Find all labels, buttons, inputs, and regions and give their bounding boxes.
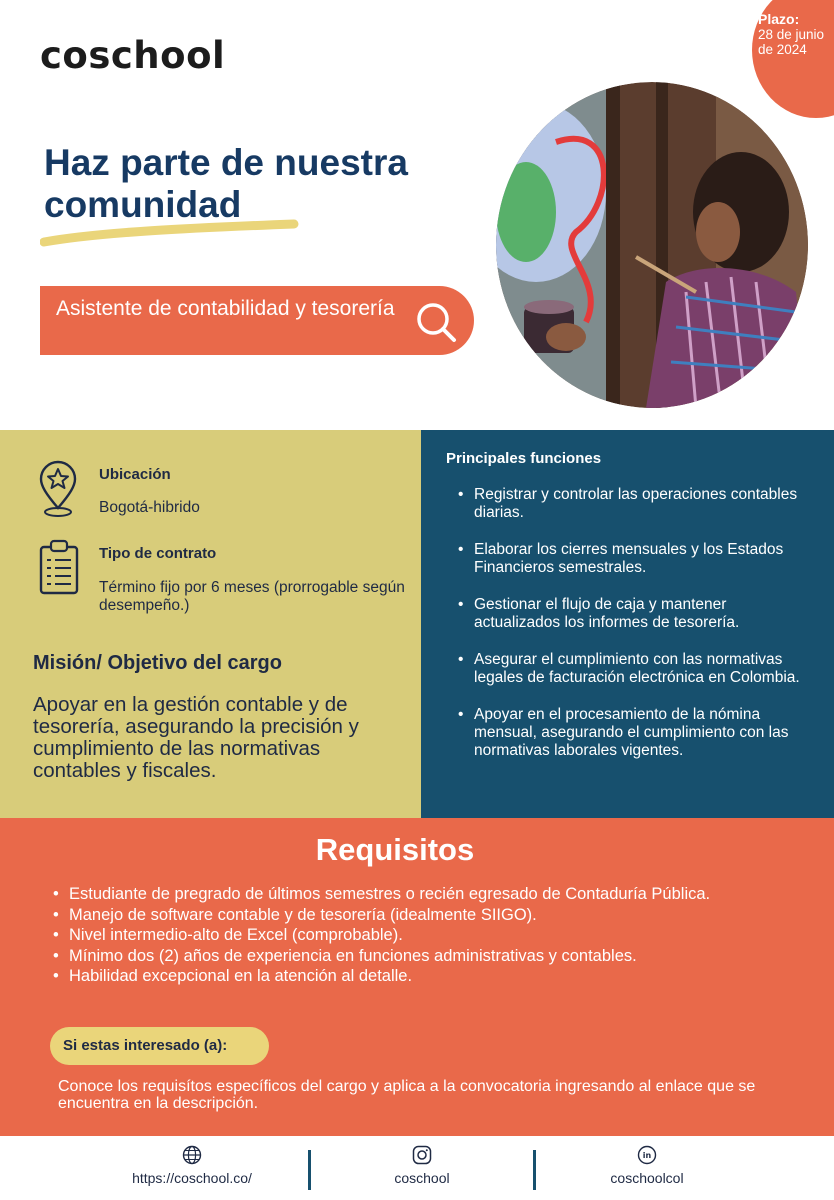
function-item: • Gestionar el flujo de caja y mantener actualizados los informes de tesorería.: [456, 596, 816, 632]
instagram-link[interactable]: coschool: [394, 1170, 450, 1186]
deadline-label: Plazo:: [758, 11, 800, 27]
brand-logo: coschool: [40, 34, 226, 77]
function-item: • Elaborar los cierres mensuales y los Estados Financieros semestrales.: [456, 541, 816, 577]
requirement-item: • Habilidad excepcional en la atención al detalle.: [52, 966, 812, 986]
clipboard-icon: [38, 538, 80, 596]
function-item: • Apoyar en el procesamiento de la nómina mensual, asegurando el cumplimiento con las normativas laborales vigentes.: [456, 706, 816, 760]
function-item: • Registrar y controlar las operaciones contables diarias.: [456, 486, 816, 522]
interest-badge: [50, 1027, 269, 1065]
location-label: Ubicación: [99, 466, 171, 483]
function-item: • Asegurar el cumplimiento con las normativas legales de facturación electrónica en Colombia.: [456, 651, 816, 687]
requirements-title: Requisitos: [315, 832, 475, 867]
footer-divider: [308, 1150, 311, 1190]
requirement-item: • Nivel intermedio-alto de Excel (comprobable).: [52, 925, 812, 945]
requirement-item: • Manejo de software contable y de tesorería (idealmente SIIGO).: [52, 905, 812, 925]
mission-title: Misión/ Objetivo del cargo: [33, 652, 282, 674]
functions-list: [456, 486, 816, 779]
requirements-list: [52, 884, 812, 987]
requirement-item: • Estudiante de pregrado de últimos semestres o recién egresado de Contaduría Pública.: [52, 884, 812, 904]
deadline-text: [758, 12, 834, 57]
requirement-item: • Mínimo dos (2) años de experiencia en funciones administrativas y contables.: [52, 946, 812, 966]
headline-underline-decoration: [40, 218, 300, 248]
hero-photo-woman-painting-window: [496, 82, 808, 408]
functions-title: Principales funciones: [446, 450, 602, 467]
deadline-date: 28 de junio de 2024: [758, 27, 825, 57]
contract-value: Término fijo por 6 meses (prorrogable según desempeño.): [99, 579, 405, 614]
linkedin-link[interactable]: coschoolcol: [610, 1170, 684, 1186]
interest-label: Si estas interesado (a):: [63, 1037, 228, 1054]
globe-icon: [182, 1145, 202, 1165]
instagram-icon: [412, 1145, 432, 1165]
job-title-banner: [40, 286, 474, 355]
contract-label: Tipo de contrato: [99, 545, 217, 562]
linkedin-icon: [637, 1145, 657, 1165]
job-title: Asistente de contabilidad y tesorería: [56, 297, 395, 320]
svg-text:in: in: [642, 1151, 652, 1161]
search-icon: [414, 300, 458, 344]
footer-divider: [533, 1150, 536, 1190]
mission-text: Apoyar en la gestión contable y de tesorería, asegurando la precisión y cumplimiento de las normativas contables y fiscales.: [33, 693, 359, 782]
interest-text: Conoce los requisítos específicos del cargo y aplica a la convocatoria ingresando al enlace que se encuentra en la descripción.: [58, 1078, 756, 1112]
page-headline: Haz parte de nuestra comunidad: [44, 142, 408, 225]
location-value: Bogotá-hibrido: [99, 499, 200, 516]
website-link[interactable]: https://coschool.co/: [132, 1170, 252, 1186]
location-star-icon: [38, 460, 78, 518]
